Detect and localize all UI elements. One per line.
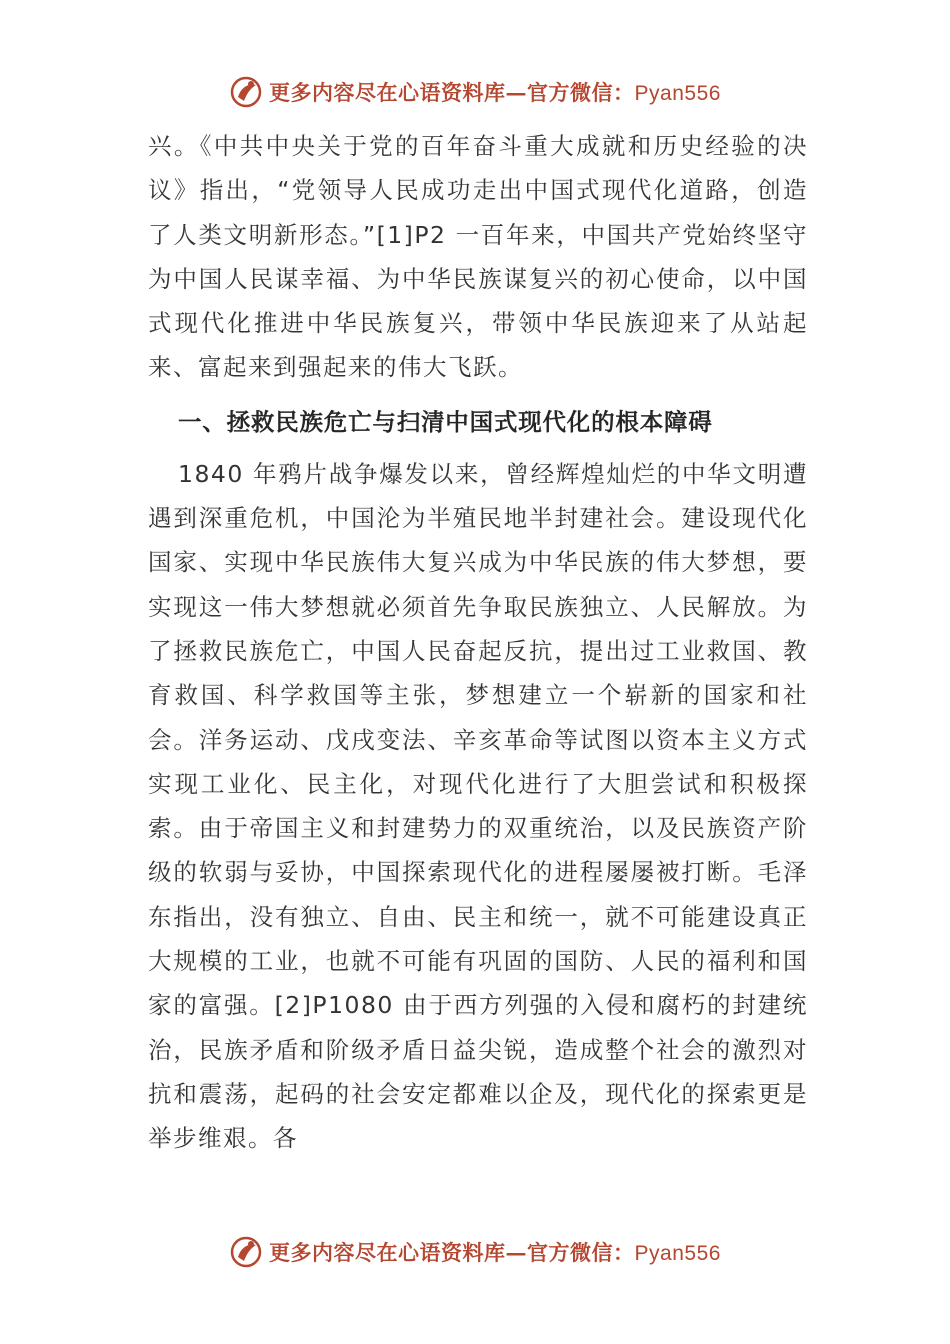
watermark-text-en: Pyan556 <box>634 82 721 105</box>
watermark-text-cn: 更多内容尽在心语资料库—官方微信： <box>269 80 635 105</box>
watermark-text-cn: 更多内容尽在心语资料库—官方微信： <box>269 1240 635 1265</box>
watermark-logo <box>229 1235 263 1269</box>
paragraph-section-1: 1840 年鸦片战争爆发以来，曾经辉煌灿烂的中华文明遭遇到深重危机，中国沦为半殖民地半封建社会。建设现代化国家、实现中华民族伟大复兴成为中华民族的伟大梦想，要实现这一伟大梦想就必须首先争取民族独立、人民解放。为了拯救民族危亡，中国人民奋起反抗，提出过工业救国、教育救国、科学救国等主张，梦想建立一个崭新的国家和社会。洋务运动、戊戌变法、辛亥革命等试图以资本主义方式实现工业化、民主化，对现代化进行了大胆尝试和积极探索。由于帝国主义和封建势力的双重统治，以及民族资产阶级的软弱与妥协，中国探索现代化的进程屡屡被打断。毛泽东指出，没有独立、自由、民主和统一，就不可能建设真正大规模的工业，也就不可能有巩固的国防、人民的福利和国家的富强。[2]P1080 由于西方列强的入侵和腐朽的封建统治，民族矛盾和阶级矛盾日益尖锐，造成整个社会的激烈对抗和震荡，起码的社会安定都难以企及，现代化的探索更是举步维艰。各 <box>148 459 808 1153</box>
watermark-logo <box>229 75 263 109</box>
header-watermark <box>0 72 950 112</box>
section-heading: 一、拯救民族危亡与扫清中国式现代化的根本障碍 <box>178 407 713 436</box>
footer-watermark <box>0 1232 950 1272</box>
watermark-text-en: Pyan556 <box>634 1242 721 1265</box>
document-body <box>148 124 808 1161</box>
watermark-text <box>269 77 721 107</box>
paragraph-continuation: 兴。《中共中央关于党的百年奋斗重大成就和历史经验的决议》指出，“党领导人民成功走出中国式现代化道路，创造了人类文明新形态。”[1]P2 一百年来，中国共产党始终坚守为中国人民谋幸福、为中华民族谋复兴的初心使命，以中国式现代化推进中华民族复兴，带领中华民族迎来了从站起来、富起来到强起来的伟大飞跃。 <box>148 132 808 382</box>
watermark-text <box>269 1237 721 1267</box>
